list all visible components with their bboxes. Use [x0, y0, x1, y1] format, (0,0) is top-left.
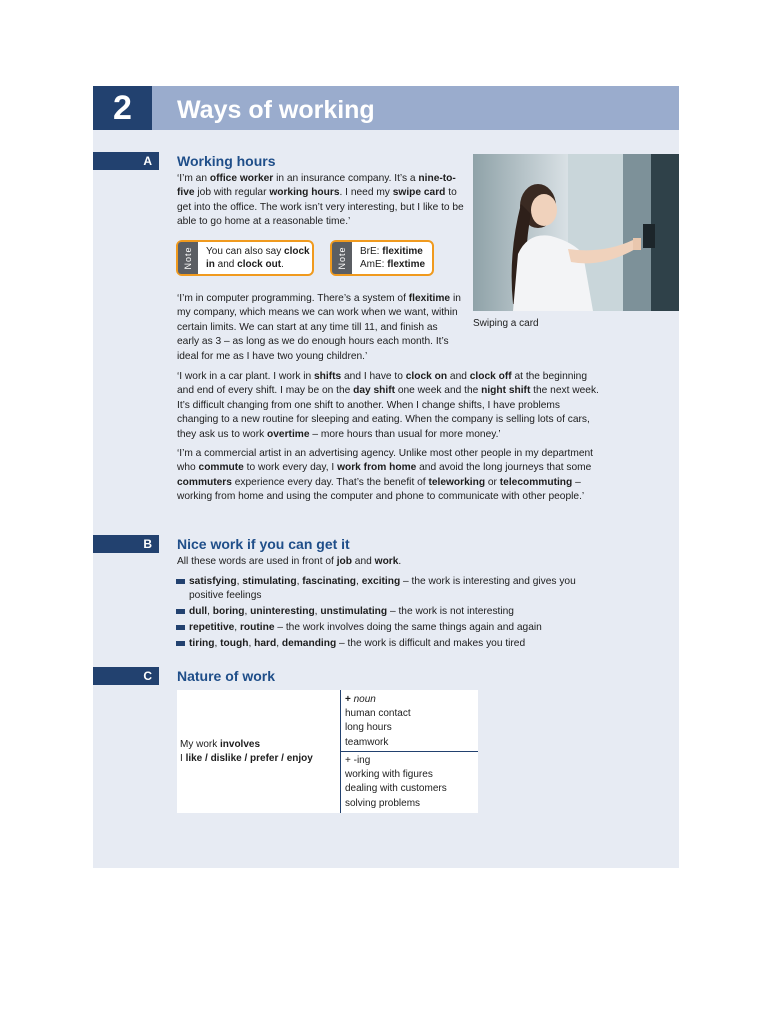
- unit-title: Ways of working: [177, 96, 375, 124]
- section-a-tab: A: [93, 152, 159, 170]
- unit-number: 2: [93, 86, 152, 130]
- section-b-intro: All these words are used in front of job and work.: [177, 556, 402, 567]
- photo-caption: Swiping a card: [473, 318, 539, 329]
- list-item: satisfying, stimulating, fascinating, exciting – the work is interesting and gives you positive feelings: [176, 575, 596, 603]
- table-bottom-right-cell: + -ing working with figures dealing with customers solving problems: [345, 755, 447, 809]
- list-item: dull, boring, uninteresting, unstimulating – the work is not interesting: [176, 605, 596, 619]
- note-tag: Note: [332, 242, 352, 274]
- table-divider: [341, 751, 478, 752]
- adjective-list: [176, 575, 596, 653]
- note-text: You can also say clock in and clock out.: [206, 246, 310, 270]
- paragraph-car-plant: ‘I work in a car plant. I work in shifts and I have to clock on and clock off at the beginning and end of every shift. I may be on the day shift one week and the night shift the next week. It’s difficult changing from one shift to another. When I change shifts, I have problems changing to a new routine for sleeping and eating. When the company is selling lots of cars, they ask us to work overtime – more hours than usual for more money.’: [177, 371, 599, 440]
- nature-of-work-table: [177, 690, 478, 813]
- table-left-cell: My work involves I like / dislike / prefer / enjoy: [180, 739, 313, 765]
- section-c-tab: C: [93, 667, 159, 685]
- section-a-title: Working hours: [177, 153, 276, 169]
- section-b-tab: B: [93, 535, 159, 553]
- list-item: repetitive, routine – the work involves doing the same things again and again: [176, 621, 596, 635]
- section-b-title: Nice work if you can get it: [177, 536, 350, 552]
- paragraph-commercial-artist: ‘I’m a commercial artist in an advertising agency. Unlike most other people in my department who commute to work every day, I work from home and avoid the long journeys that some commuters experience every day. That’s the benefit of teleworking or telecommuting – working from home and using the computer and phone to communicate with other people.’: [177, 448, 593, 503]
- note-tag: Note: [178, 242, 198, 274]
- note-clock-in: [176, 240, 314, 276]
- photo-woman-swiping-card: [473, 154, 679, 311]
- note-flexitime: [330, 240, 434, 276]
- section-c-title: Nature of work: [177, 668, 276, 684]
- paragraph-office-worker: ‘I’m an office worker in an insurance company. It’s a nine-to-five job with regular working hours. I need my swipe card to get into the office. The work isn’t very interesting, but I like to be able to go home at a reasonable time.’: [177, 173, 464, 228]
- list-item: tiring, tough, hard, demanding – the work is difficult and makes you tired: [176, 637, 596, 651]
- note-text: BrE: flexitime AmE: flextime: [360, 246, 426, 270]
- paragraph-programming: ‘I’m in computer programming. There’s a system of flexitime in my company, which means we can work when we want, within certain limits. We can start at any time till 11, and finish as early as 3 – as long as we do enough hours each month. It’s ideal for me as I have two young children.’: [177, 293, 461, 362]
- table-top-right-cell: + noun human contact long hours teamwork: [345, 694, 411, 748]
